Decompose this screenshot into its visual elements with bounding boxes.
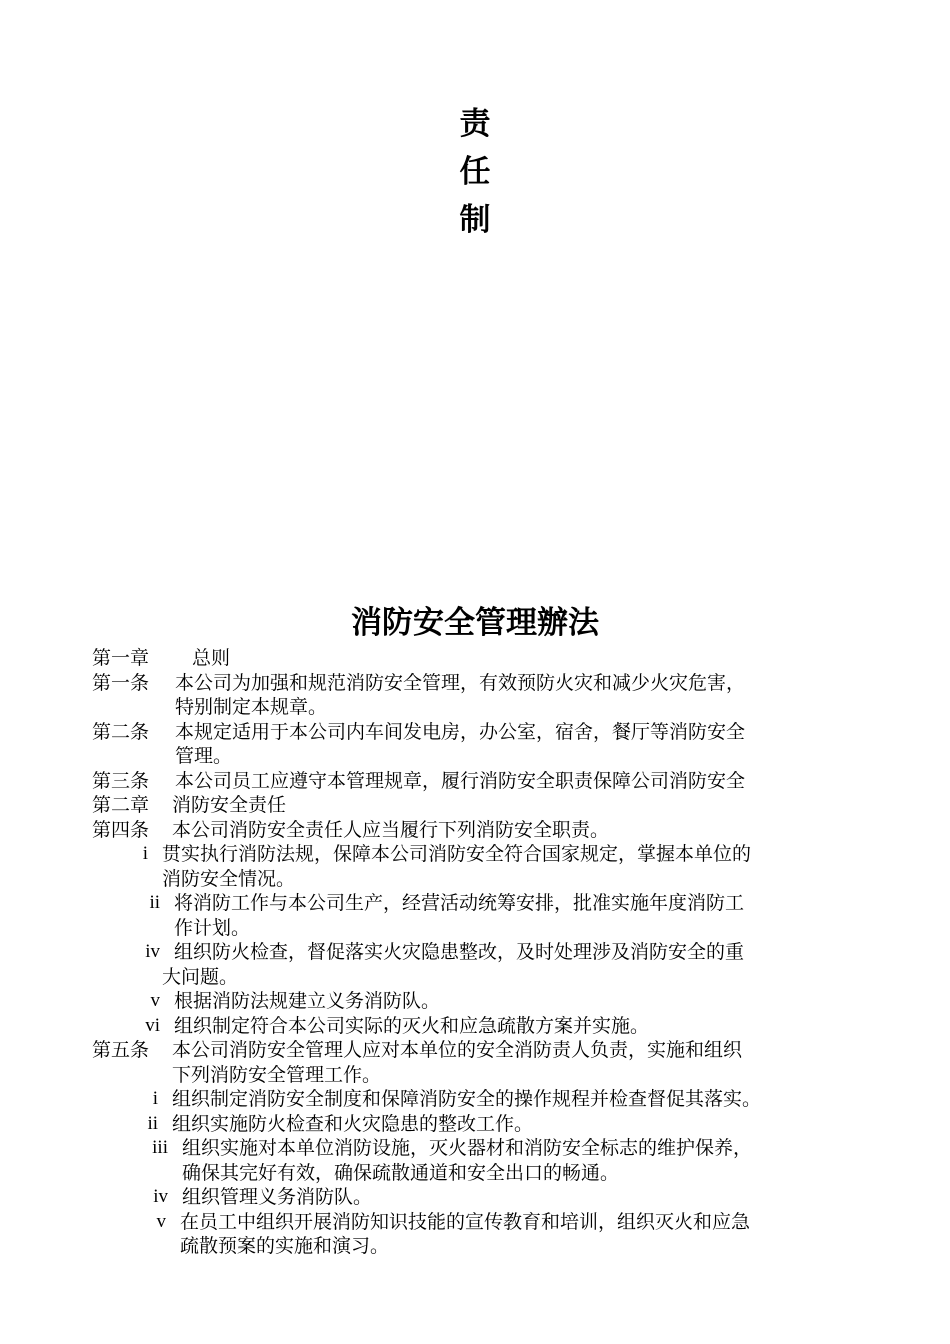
list-item <box>92 1112 862 1137</box>
article-text: 本公司为加强和规范消防安全管理，有效预防火灾和减少火灾危害， <box>175 671 746 694</box>
article-label: 第五条 <box>92 1039 150 1061</box>
article-label: 第一条 <box>92 671 150 694</box>
list-item <box>92 989 862 1014</box>
list-item <box>92 891 862 916</box>
list-item <box>92 1014 862 1039</box>
chapter-text: 总则 <box>192 647 231 669</box>
item-text-continued: 确保其完好有效，确保疏散通道和安全出口的畅通。 <box>182 1161 620 1184</box>
item-number: iii <box>152 1137 168 1158</box>
item-text: 组织管理义务消防队。 <box>182 1186 373 1208</box>
item-text-continued: 疏散预案的实施和演习。 <box>180 1235 390 1257</box>
item-text: 在员工中组织开展消防知识技能的宣传教育和培训，组织灭火和应急 <box>180 1210 751 1233</box>
article <box>92 671 862 720</box>
list-item <box>92 1210 862 1235</box>
list-item <box>92 1185 862 1210</box>
item-text: 组织实施防火检查和火灾隐患的整改工作。 <box>172 1112 534 1135</box>
list-item <box>92 940 862 965</box>
item-number: iv <box>153 1186 168 1207</box>
item-number: i <box>142 843 148 864</box>
item-text: 组织制定符合本公司实际的灭火和应急疏散方案并实施。 <box>174 1014 650 1037</box>
article <box>92 769 862 794</box>
article-text-continued: 特别制定本规章。 <box>175 696 328 718</box>
item-number: v <box>150 990 160 1011</box>
item-text-continued: 消防安全情况。 <box>162 867 296 890</box>
document-body <box>92 646 862 1259</box>
list-item <box>92 1136 862 1161</box>
article-text: 本公司消防安全责任人应当履行下列消防安全职责。 <box>172 818 610 841</box>
document-title: 消防安全管理辦法 <box>351 605 599 641</box>
article-text: 本公司员工应遵守本管理规章，履行消防安全职责保障公司消防安全 <box>175 769 746 792</box>
chapter-heading <box>92 646 862 671</box>
article-text: 本公司消防安全管理人应对本单位的安全消防责人负责，实施和组织 <box>172 1039 743 1061</box>
article-label: 第四条 <box>92 818 150 841</box>
item-text: 根据消防法规建立义务消防队。 <box>174 990 441 1012</box>
article-text: 本规定适用于本公司内车间发电房，办公室，宿舍，餐厅等消防安全 <box>175 720 746 743</box>
item-number: ii <box>147 1112 158 1134</box>
article-label: 第三条 <box>92 769 150 792</box>
chapter-text: 消防安全责任 <box>172 794 287 816</box>
item-text: 组织实施对本单位消防设施，灭火器材和消防安全标志的维护保养， <box>182 1137 753 1159</box>
article <box>92 720 862 769</box>
article-text-continued: 下列消防安全管理工作。 <box>172 1063 382 1086</box>
item-number: iv <box>145 941 160 962</box>
item-text: 贯实执行消防法规，保障本公司消防安全符合国家规定，掌握本单位的 <box>162 843 752 865</box>
article <box>92 1038 862 1259</box>
article-label: 第二条 <box>92 720 150 743</box>
item-text-continued: 作计划。 <box>174 916 251 939</box>
item-number: i <box>152 1088 158 1109</box>
chapter-label: 第一章 <box>92 647 150 669</box>
cover-char: 制 <box>459 202 491 238</box>
item-text-continued: 大问题。 <box>162 965 239 988</box>
item-text: 组织防火检查，督促落实火灾隐患整改，及时处理涉及消防安全的重 <box>174 941 745 963</box>
cover-title <box>0 100 950 244</box>
list-item <box>92 1087 862 1112</box>
chapter-heading <box>92 793 862 818</box>
item-number: vi <box>145 1014 160 1036</box>
cover-char: 任 <box>459 154 491 190</box>
article <box>92 818 862 1039</box>
item-text: 组织制定消防安全制度和保障消防安全的操作规程并检查督促其落实。 <box>172 1088 762 1110</box>
chapter-label: 第二章 <box>92 794 150 816</box>
item-number: ii <box>149 892 160 913</box>
article-text-continued: 管理。 <box>175 745 233 767</box>
item-number: v <box>156 1210 166 1232</box>
list-item <box>92 842 862 867</box>
item-text: 将消防工作与本公司生产，经营活动统筹安排，批准实施年度消防工 <box>174 892 745 914</box>
cover-char: 责 <box>459 106 491 142</box>
